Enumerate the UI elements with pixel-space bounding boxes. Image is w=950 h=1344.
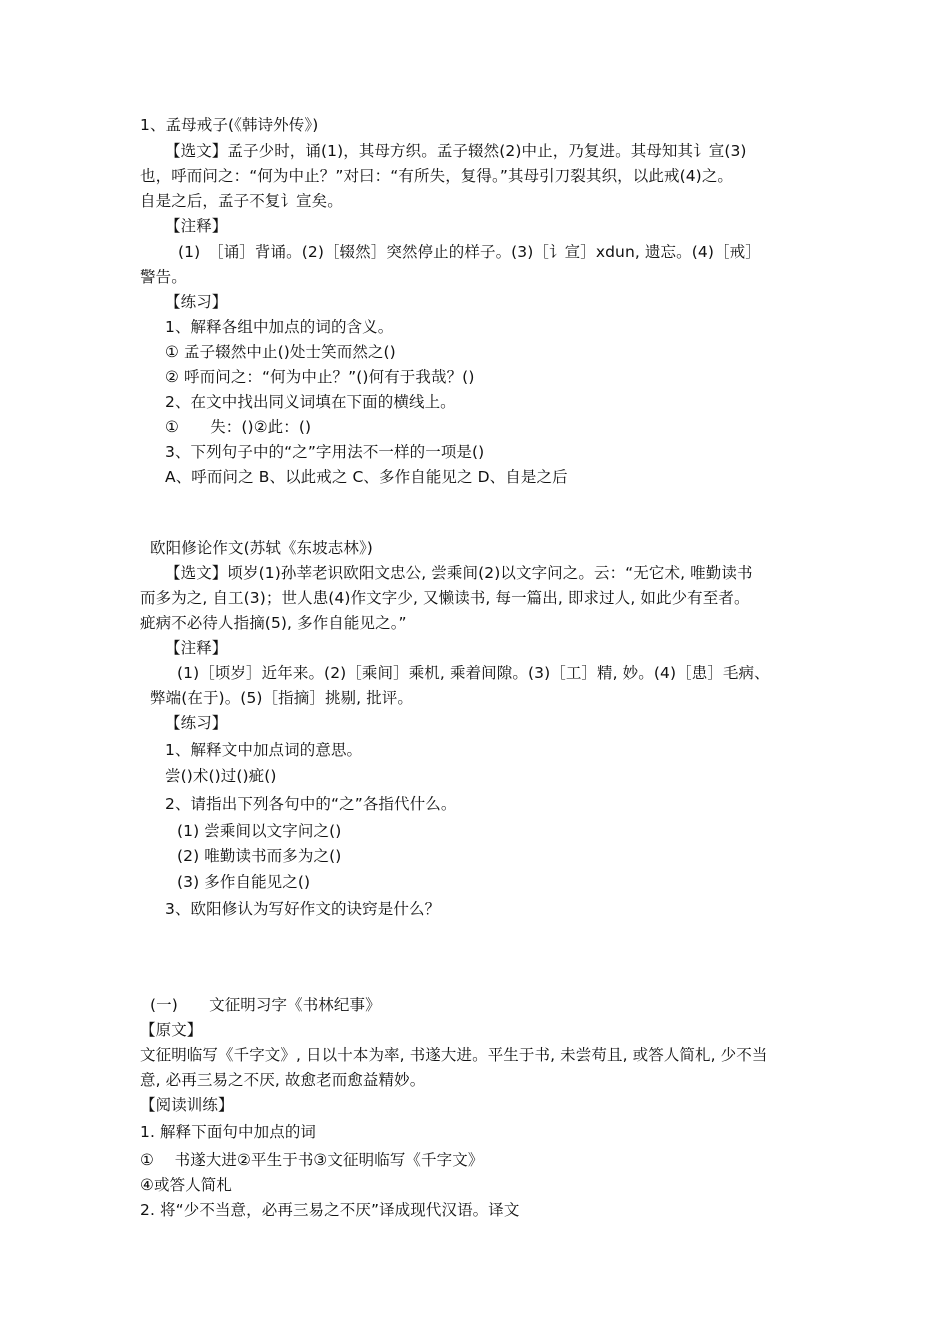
section2-question3: 3、欧阳修认为写好作文的诀窍是什么？ <box>165 900 441 918</box>
section3-yuanwen-line2: 意, 必再三易之不厌, 故愈老而愈益精妙。 <box>140 1071 426 1089</box>
section1-title: 1、孟母戒子(《韩诗外传》) <box>140 116 319 134</box>
section2-zhushi-line1: (1)［顷岁］近年来。(2)［乘间］乘机, 乘着间隙。(3)［工］精, 妙。(4)［患］毛病、 <box>177 664 770 682</box>
section3-question1: 1. 解释下面句中加点的词 <box>140 1123 317 1141</box>
section1-question1-item-a: ① 孟子辍然中止()处士笑而然之() <box>165 343 396 361</box>
section1-question1-item-b: ② 呼而问之：“何为中止？”()何有于我哉？() <box>165 368 475 386</box>
section3-title: (一) 文征明习字《书林纪事》 <box>150 996 381 1014</box>
section1-xuanwen-line3: 自是之后，孟子不复讠宣矣。 <box>140 192 343 210</box>
section2-lianxi-heading: 【练习】 <box>165 714 228 732</box>
section1-question3-options: A、呼而问之 B、以此戒之 C、多作自能见之 D、自是之后 <box>165 468 568 486</box>
section2-question2-item-b: (2) 唯勤读书而多为之() <box>177 847 342 865</box>
section2-question2-item-a: (1) 尝乘间以文字问之() <box>177 822 342 840</box>
section1-question3: 3、下列句子中的“之”字用法不一样的一项是() <box>165 443 485 461</box>
section1-zhushi-heading: 【注释】 <box>165 217 228 235</box>
section2-question2: 2、请指出下列各句中的“之”各指代什么。 <box>165 795 457 813</box>
section1-xuanwen-line1: 【选文】孟子少时，诵(1)，其母方织。孟子辍然(2)中止，乃复进。其母知其讠宣(3) <box>165 142 747 160</box>
section3-yuanwen-heading: 【原文】 <box>140 1021 203 1039</box>
section1-zhushi-line1: (1) ［诵］背诵。(2)［辍然］突然停止的样子。(3)［讠宣］xdun, 遗忘。(4)［戒］ <box>178 243 761 261</box>
section2-question2-item-c: (3) 多作自能见之() <box>177 873 311 891</box>
section1-lianxi-heading: 【练习】 <box>165 293 228 311</box>
section3-yuanwen-line1: 文征明临写《千字文》, 日以十本为率, 书遂大进。平生于书, 未尝苟且, 或答人简札, 少不当 <box>140 1046 768 1064</box>
section3-yuedu-heading: 【阅读训练】 <box>140 1096 234 1114</box>
section2-zhushi-line2: 弊端(在于)。(5)［指摘］挑剔, 批评。 <box>150 689 414 707</box>
section3-question1-item-b: ④或答人简札 <box>140 1176 232 1194</box>
section2-title: 欧阳修论作文(苏轼《东坡志林》) <box>150 539 373 557</box>
section1-question2: 2、在文中找出同义词填在下面的横线上。 <box>165 393 456 411</box>
section2-xuanwen-line1: 【选文】顷岁(1)孙莘老识欧阳文忠公, 尝乘间(2)以文字问之。云：“无它术, 唯勤读书 <box>165 564 753 582</box>
section2-zhushi-heading: 【注释】 <box>165 639 228 657</box>
section2-xuanwen-line2: 而多为之, 自工(3)；世人患(4)作文字少, 又懒读书, 每一篇出, 即求过人, 如此少有至者。 <box>140 589 750 607</box>
section3-question1-item-a: ① 书遂大进②平生于书③文征明临写《千字文》 <box>140 1151 484 1169</box>
section1-question1: 1、解释各组中加点的词的含义。 <box>165 318 394 336</box>
section2-xuanwen-line3: 疵病不必待人指摘(5), 多作自能见之。” <box>140 614 407 632</box>
section1-zhushi-line2: 警告。 <box>140 268 187 286</box>
section1-xuanwen-line2: 也，呼而问之：“何为中止？”对曰：“有所失，复得。”其母引刀裂其织，以此戒(4)之。 <box>140 167 734 185</box>
section2-question1: 1、解释文中加点词的意思。 <box>165 741 363 759</box>
section3-question2: 2. 将“少不当意，必再三易之不厌”译成现代汉语。译文 <box>140 1201 520 1219</box>
section1-question2-item-a: ① 失：()②此：() <box>165 418 312 436</box>
section2-question1-item-a: 尝()术()过()疵() <box>165 767 277 785</box>
